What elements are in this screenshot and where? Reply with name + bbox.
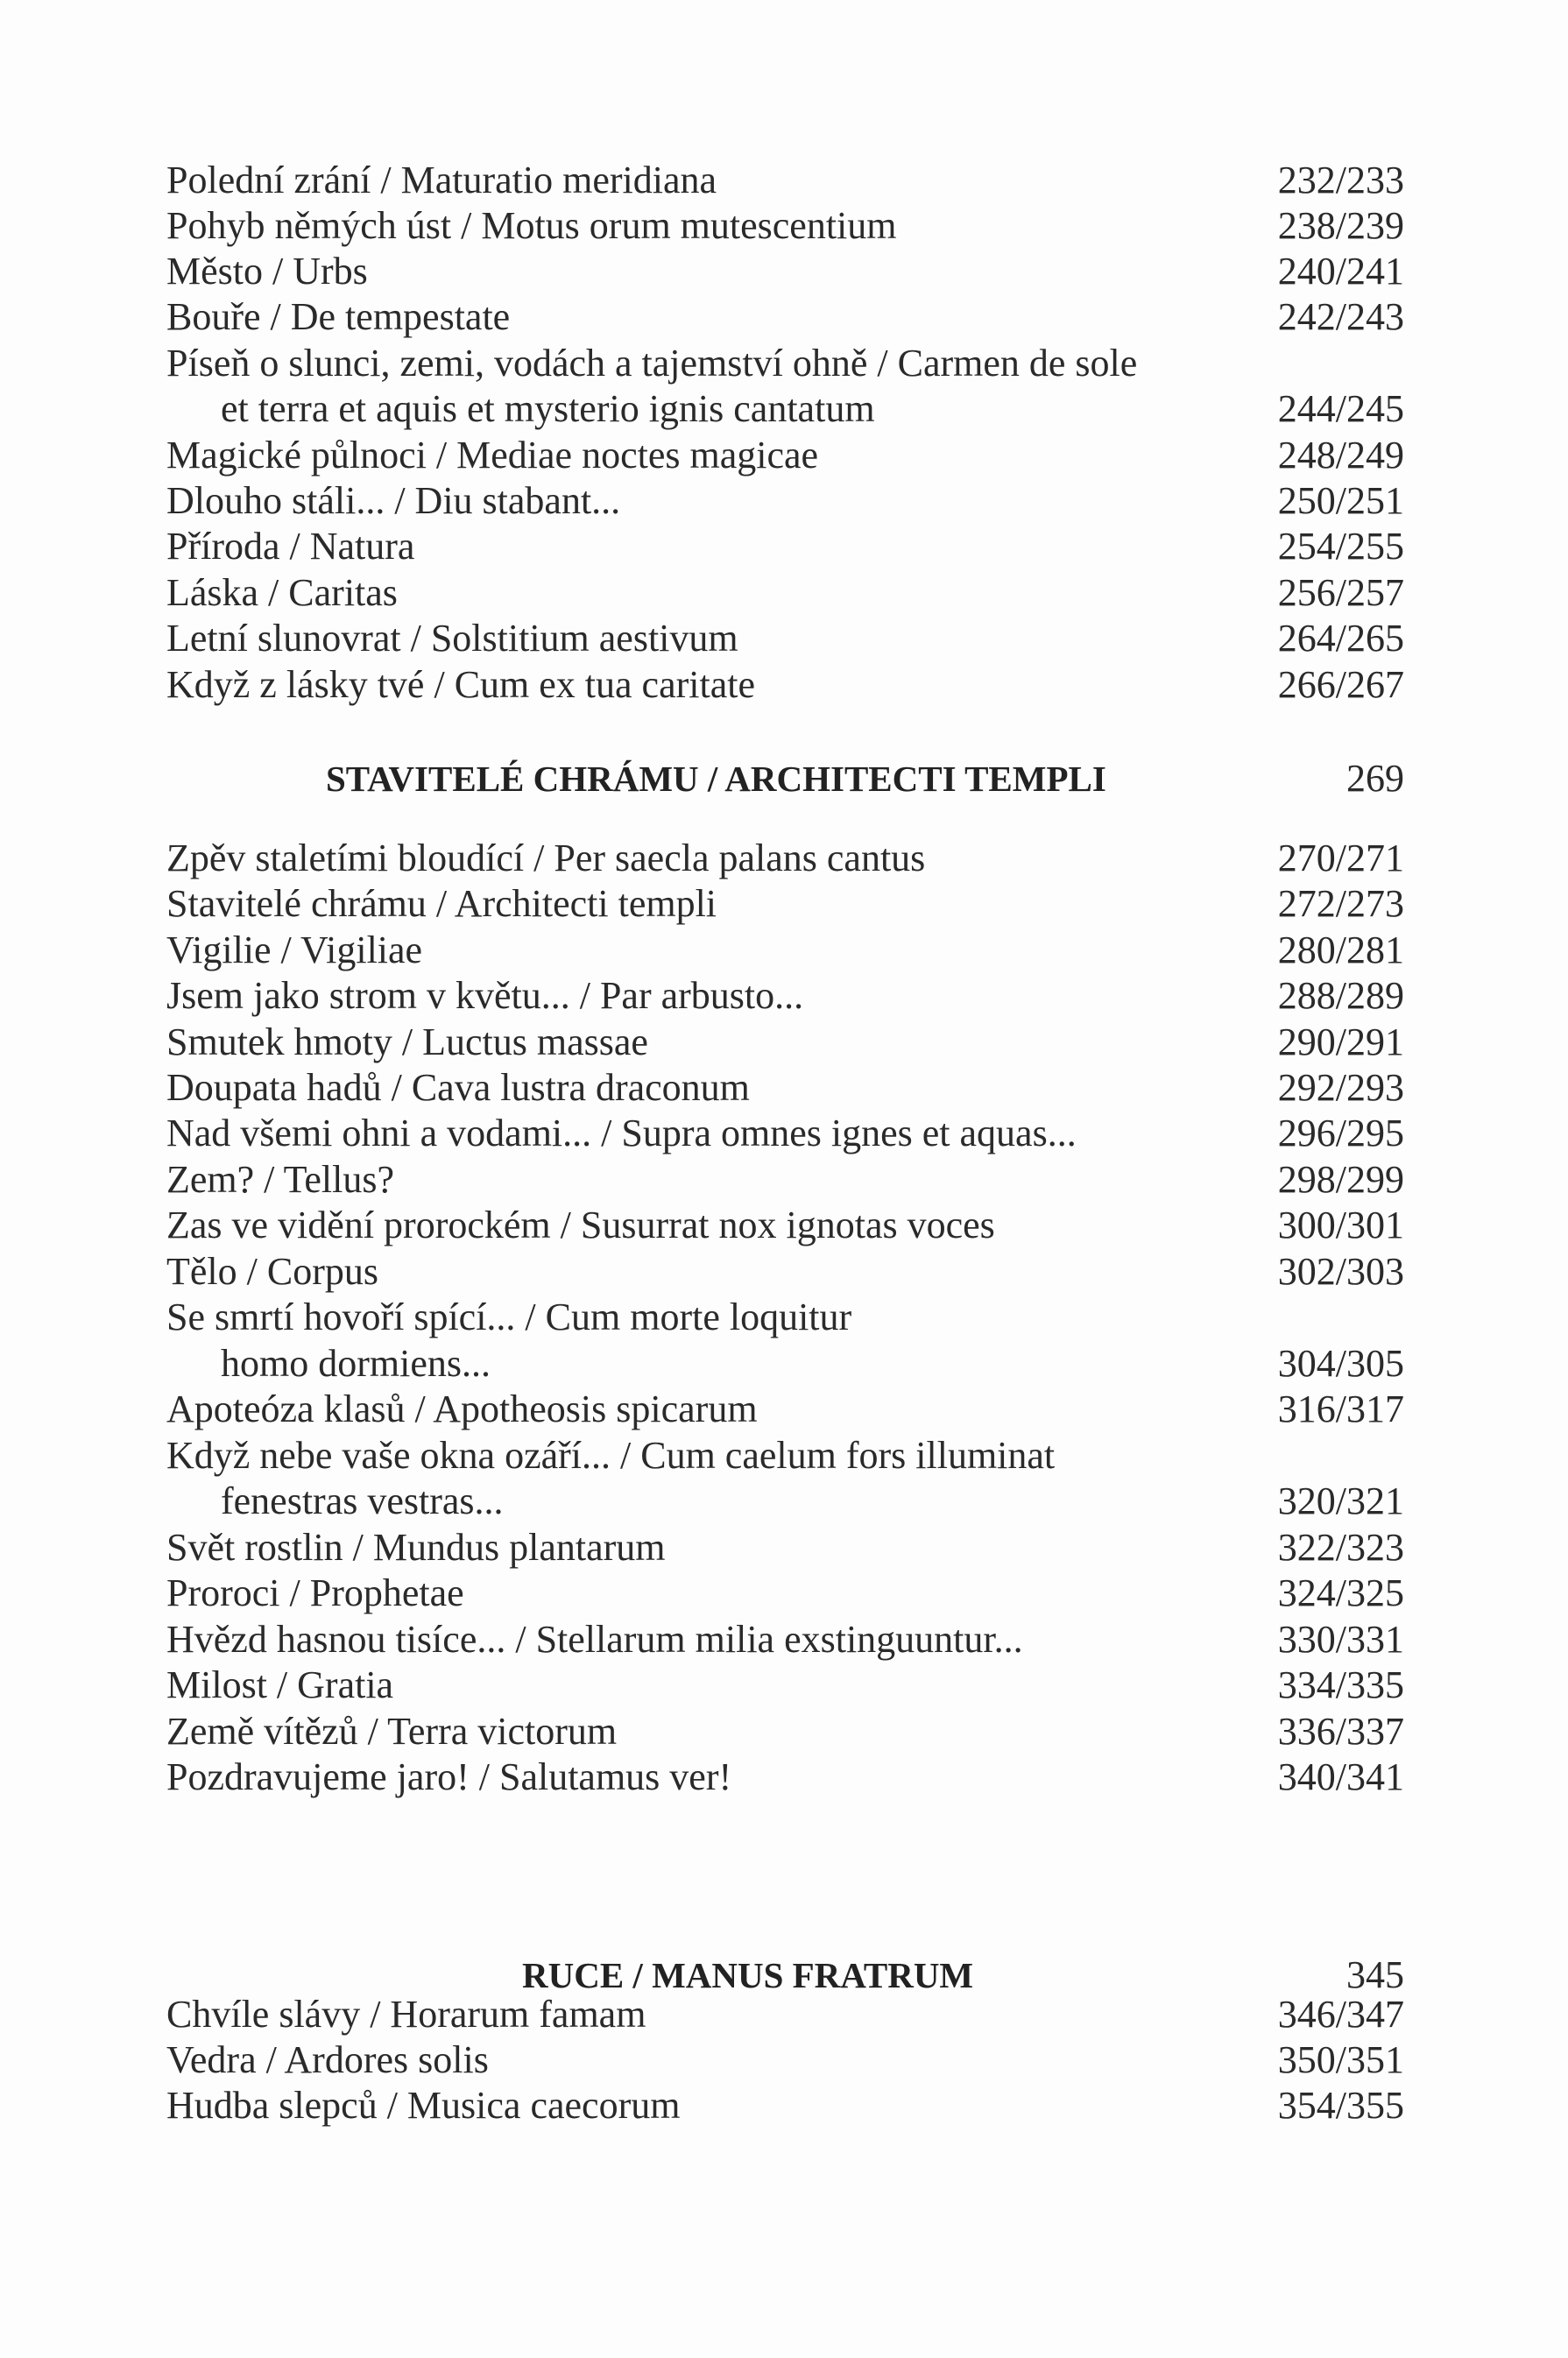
- toc-entry: [166, 1525, 1404, 1571]
- section-heading-page: 269: [1346, 757, 1404, 800]
- entry-title-continuation: et terra et aquis et mysterio ignis cantatum: [221, 387, 875, 430]
- toc-entry: [166, 1571, 1404, 1616]
- toc-entry: [166, 1617, 1404, 1663]
- entry-title: Apoteóza klasů / Apotheosis spicarum: [166, 1387, 758, 1430]
- entry-title: Doupata hadů / Cava lustra draconum: [166, 1066, 750, 1109]
- entry-title: Zas ve vidění prorockém / Susurrat nox ignotas voces: [166, 1204, 995, 1246]
- entry-pages: 330/331: [1277, 1618, 1404, 1661]
- toc-entry-continuation: [166, 1479, 1404, 1524]
- entry-title: Polední zrání / Maturatio meridiana: [166, 159, 717, 201]
- toc-entry: [166, 836, 1404, 881]
- entry-pages: 250/251: [1277, 479, 1404, 522]
- entry-title: Když nebe vaše okna ozáří... / Cum caelum fors illuminat: [166, 1434, 1056, 1477]
- entry-title: Hudba slepců / Musica caecorum: [166, 2084, 681, 2127]
- entry-pages: 232/233: [1277, 159, 1404, 201]
- entry-pages: 350/351: [1277, 2038, 1404, 2081]
- entry-title: Příroda / Natura: [166, 525, 415, 568]
- entry-pages: 266/267: [1277, 663, 1404, 706]
- entry-title: Svět rostlin / Mundus plantarum: [166, 1526, 666, 1569]
- toc-entry: [166, 341, 1404, 386]
- entry-pages: 244/245: [1277, 387, 1404, 430]
- entry-title: Se smrtí hovoří spící... / Cum morte loquitur: [166, 1295, 852, 1338]
- entry-title: Země vítězů / Terra victorum: [166, 1710, 618, 1753]
- entry-pages: 300/301: [1277, 1204, 1404, 1246]
- section-heading-page: 345: [1346, 1953, 1404, 1996]
- toc-entry: [166, 928, 1404, 973]
- entry-pages: 270/271: [1277, 837, 1404, 879]
- section-heading-title: STAVITELÉ CHRÁMU / ARCHITECTI TEMPLI: [326, 759, 1106, 799]
- toc-entry: [166, 1992, 1404, 2037]
- entry-title: Pozdravujeme jaro! / Salutamus ver!: [166, 1755, 732, 1798]
- toc-entry: [166, 662, 1404, 708]
- entry-pages: 264/265: [1277, 617, 1404, 660]
- toc-entry: [166, 616, 1404, 661]
- entry-title: Chvíle slávy / Horarum famam: [166, 1993, 646, 2036]
- entry-title: Vedra / Ardores solis: [166, 2038, 489, 2081]
- entry-title: Vigilie / Vigiliae: [166, 928, 423, 971]
- toc-entry: [166, 1020, 1404, 1065]
- toc-entry-continuation: [166, 1341, 1404, 1387]
- entry-pages: 322/323: [1277, 1526, 1404, 1569]
- entry-title: Bouře / De tempestate: [166, 295, 511, 338]
- entry-pages: 340/341: [1277, 1755, 1404, 1798]
- entry-title: Milost / Gratia: [166, 1663, 394, 1706]
- section-heading-title: RUCE / MANUS FRATRUM: [522, 1955, 974, 1995]
- entry-pages: 256/257: [1277, 571, 1404, 614]
- toc-entry: [166, 249, 1404, 294]
- toc-entry: [166, 203, 1404, 249]
- toc-entry: [166, 570, 1404, 616]
- entry-pages: 298/299: [1277, 1158, 1404, 1201]
- entry-pages: 240/241: [1277, 250, 1404, 293]
- entry-title: Když z lásky tvé / Cum ex tua caritate: [166, 663, 755, 706]
- entry-pages: 334/335: [1277, 1663, 1404, 1706]
- entry-title: Proroci / Prophetae: [166, 1571, 464, 1614]
- entry-title: Zpěv staletími bloudící / Per saecla palans cantus: [166, 837, 926, 879]
- entry-pages: 302/303: [1277, 1250, 1404, 1293]
- entry-title: Letní slunovrat / Solstitium aestivum: [166, 617, 738, 660]
- entry-pages: 272/273: [1277, 882, 1404, 925]
- entry-pages: 324/325: [1277, 1571, 1404, 1614]
- toc-entry: [166, 1157, 1404, 1203]
- entry-pages: 320/321: [1277, 1479, 1404, 1522]
- toc-entry: [166, 1433, 1404, 1479]
- entry-pages: 280/281: [1277, 928, 1404, 971]
- entry-title: Smutek hmoty / Luctus massae: [166, 1020, 648, 1063]
- entry-pages: 346/347: [1277, 1993, 1404, 2036]
- entry-pages: 296/295: [1277, 1112, 1404, 1154]
- toc-entry: [166, 1295, 1404, 1340]
- entry-pages: 242/243: [1277, 295, 1404, 338]
- toc-entry: [166, 1111, 1404, 1156]
- entry-pages: 248/249: [1277, 434, 1404, 477]
- toc-entry: [166, 881, 1404, 927]
- entry-title: Tělo / Corpus: [166, 1250, 378, 1293]
- entry-title: Nad všemi ohni a vodami... / Supra omnes ignes et aquas...: [166, 1112, 1077, 1154]
- toc-entry-continuation: [166, 386, 1404, 432]
- toc-entry: [166, 1754, 1404, 1800]
- entry-title: Dlouho stáli... / Diu stabant...: [166, 479, 621, 522]
- entry-title: Píseň o slunci, zemi, vodách a tajemství ohně / Carmen de sole: [166, 342, 1138, 385]
- entry-pages: 354/355: [1277, 2084, 1404, 2127]
- entry-pages: 316/317: [1277, 1387, 1404, 1430]
- entry-pages: 238/239: [1277, 204, 1404, 247]
- entry-title: Zem? / Tellus?: [166, 1158, 395, 1201]
- entry-pages: 288/289: [1277, 974, 1404, 1017]
- toc-entry: [166, 1709, 1404, 1754]
- toc-entry: [166, 1203, 1404, 1248]
- entry-title: Stavitelé chrámu / Architecti templi: [166, 882, 717, 925]
- entry-title: Jsem jako strom v květu... / Par arbusto...: [166, 974, 804, 1017]
- entry-title: Hvězd hasnou tisíce... / Stellarum milia exstinguuntur...: [166, 1618, 1023, 1661]
- entry-pages: 292/293: [1277, 1066, 1404, 1109]
- section-heading: [166, 756, 1404, 801]
- entry-pages: 254/255: [1277, 525, 1404, 568]
- toc-entry: [166, 1387, 1404, 1432]
- entry-pages: 336/337: [1277, 1710, 1404, 1753]
- entry-title: Město / Urbs: [166, 250, 368, 293]
- toc-entry: [166, 973, 1404, 1019]
- toc-entry: [166, 433, 1404, 478]
- toc-entry: [166, 524, 1404, 569]
- entry-title: Magické půlnoci / Mediae noctes magicae: [166, 434, 819, 477]
- toc-entry: [166, 1249, 1404, 1295]
- toc-entry: [166, 1663, 1404, 1708]
- toc-entry: [166, 294, 1404, 340]
- entry-pages: 304/305: [1277, 1342, 1404, 1385]
- entry-title-continuation: homo dormiens...: [221, 1342, 491, 1385]
- entry-title: Láska / Caritas: [166, 571, 398, 614]
- toc-entry: [166, 158, 1404, 203]
- entry-pages: 290/291: [1277, 1020, 1404, 1063]
- toc-entry: [166, 2037, 1404, 2083]
- entry-title-continuation: fenestras vestras...: [221, 1479, 504, 1522]
- toc-entry: [166, 1065, 1404, 1111]
- toc-entry: [166, 2083, 1404, 2129]
- entry-title: Pohyb němých úst / Motus orum mutescentium: [166, 204, 897, 247]
- toc-entry: [166, 478, 1404, 524]
